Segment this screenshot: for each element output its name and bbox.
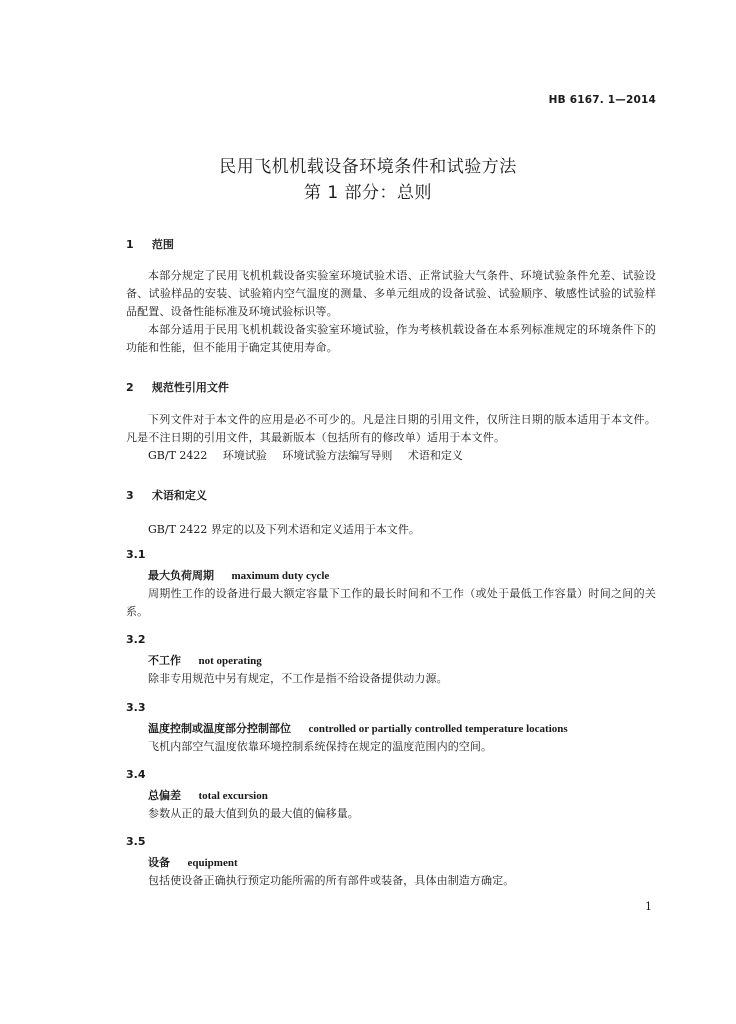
- term-chinese: 最大负荷周期: [148, 569, 214, 582]
- document-subtitle: 第 1 部分：总则: [303, 183, 433, 203]
- document-title: 民用飞机机载设备环境条件和试验方法: [219, 157, 517, 177]
- section-heading: 范围: [151, 238, 174, 251]
- section-scope-heading: [126, 236, 656, 252]
- term-chinese: 温度控制或温度部分控制部位: [148, 722, 291, 735]
- reference-entry: [126, 447, 656, 465]
- section-references-body: [126, 411, 656, 465]
- section-heading: 术语和定义: [151, 489, 207, 502]
- term-chinese: 总偏差: [148, 789, 181, 802]
- paragraph: 本部分规定了民用飞机机载设备实验室环境试验术语、正常试验大气条件、环境试验条件允差、试验设备、试验样品的安装、试验箱内空气温度的测量、多单元组成的设备试验、试验顺序、敏感性试验的试验样品配置、设备性能标准及环境试验标识等。: [126, 269, 656, 318]
- section-heading: 规范性引用文件: [151, 381, 229, 394]
- term-number: 3.3: [126, 701, 146, 714]
- section-number: 3: [126, 489, 134, 502]
- section-scope-body: [126, 267, 656, 357]
- term-chinese: 设备: [148, 856, 170, 869]
- term-title: [126, 567, 656, 585]
- term-definition: 参数从正的最大值到负的最大值的偏移量。: [148, 807, 359, 820]
- terms-intro: GB/T 2422 界定的以及下列术语和定义适用于本文件。: [148, 523, 420, 536]
- term-title: [126, 720, 656, 738]
- reference-subtitle: 环境试验方法编写导则: [282, 449, 393, 462]
- section-terms-heading: [126, 487, 656, 503]
- reference-part: 术语和定义: [407, 449, 463, 462]
- term-english: not operating: [198, 655, 262, 667]
- section-number: 2: [126, 381, 134, 394]
- term-3-4: [126, 768, 656, 823]
- term-definition: 飞机内部空气温度依靠环境控制系统保持在规定的温度范围内的空间。: [148, 740, 493, 753]
- term-number: 3.2: [126, 633, 146, 646]
- term-3-5: [126, 835, 656, 890]
- standard-number: HB 6167. 1—2014: [548, 94, 656, 106]
- paragraph: 下列文件对于本文件的应用是必不可少的。凡是注日期的引用文件，仅所注日期的版本适用于本文件。凡是不注日期的引用文件，其最新版本（包括所有的修改单）适用于本文件。: [126, 413, 656, 444]
- term-3-3: [126, 701, 656, 756]
- term-english: controlled or partially controlled temperature locations: [308, 723, 568, 735]
- term-3-1: [126, 548, 656, 621]
- term-title: [126, 787, 656, 805]
- reference-code: GB/T 2422: [148, 449, 208, 462]
- term-number: 3.4: [126, 768, 146, 781]
- term-english: maximum duty cycle: [231, 570, 330, 582]
- section-references-heading: [126, 379, 656, 395]
- term-title: [126, 854, 656, 872]
- term-definition: 除非专用规范中另有规定，不工作是指不给设备提供动力源。: [148, 672, 448, 685]
- term-definition: 周期性工作的设备进行最大额定容量下工作的最长时间和不工作（或处于最低工作容量）时间之间的关系。: [126, 587, 656, 618]
- term-definition: 包括使设备正确执行预定功能所需的所有部件或装备，具体由制造方确定。: [148, 874, 515, 887]
- reference-title: 环境试验: [222, 449, 267, 462]
- paragraph: 本部分适用于民用飞机机载设备实验室环境试验，作为考核机载设备在本系列标准规定的环境条件下的功能和性能，但不能用于确定其使用寿命。: [126, 323, 656, 354]
- term-title: [126, 652, 656, 670]
- term-number: 3.5: [126, 835, 146, 848]
- term-3-2: [126, 633, 656, 688]
- page-number: 1: [645, 900, 652, 913]
- term-chinese: 不工作: [148, 654, 181, 667]
- section-number: 1: [126, 238, 134, 251]
- term-number: 3.1: [126, 548, 146, 561]
- term-english: equipment: [187, 857, 238, 869]
- term-english: total excursion: [198, 790, 268, 802]
